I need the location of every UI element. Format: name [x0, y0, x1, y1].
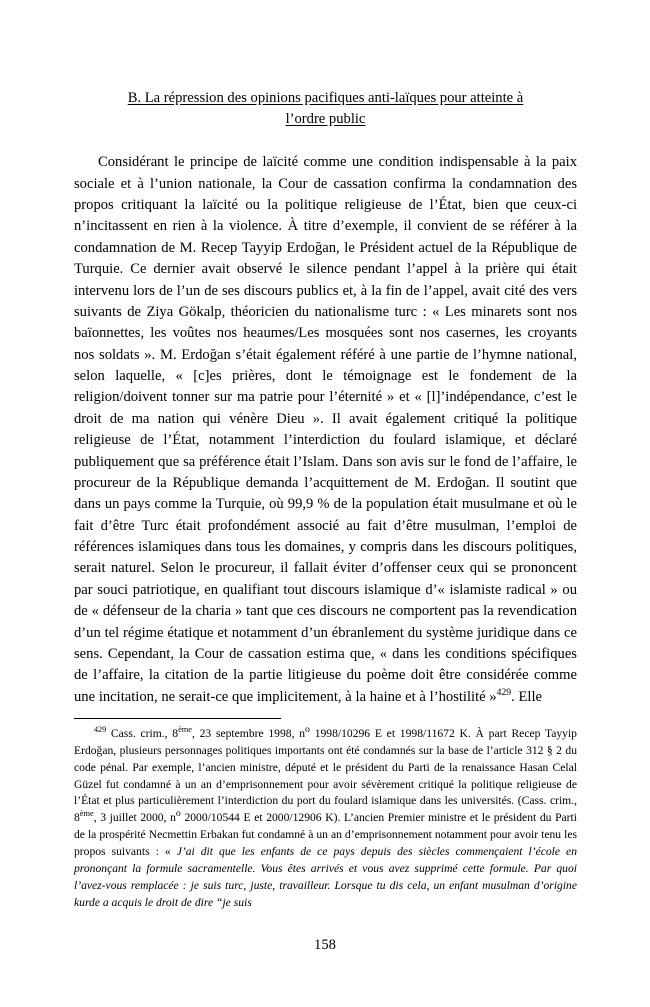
footnote-segment-2: , 23 septembre 1998, n [191, 727, 306, 740]
page-content [74, 0, 577, 708]
section-heading-line-2: l’ordre public [285, 111, 366, 128]
footnote-area [74, 718, 577, 911]
footnote-degree-2: o [175, 808, 181, 820]
footnote-segment-5: 2000/10544 E et 2000/12906 K). L’ancien Premier ministre et le président du Parti de la prospérité Necmettin Erbakan fut condamné à un an d’emprisonnement notamment pour avoir tenu les propos suivants : « [74, 811, 577, 859]
body-paragraph [74, 130, 577, 708]
footnote-segment-4: , 3 juillet 2000, n [93, 811, 176, 825]
footnote-superscript-2: ème [79, 809, 94, 819]
footnote-segment-3: 1998/10296 E et 1998/11672 K. À part Recep Tayyip Erdoğan, plusieurs personnages politiques importants ont été condamnés sur la base de l’article 312 § 2 du code pénal. Par exemple, l’ancien ministre, député et le président du Parti de la renaissance Hasan Celal Güzel fut condamné à un an d’emprisonnement pour avoir sévèrement critiqué la politique religieuse de l’État et plus particulièrement l’interdiction du port du foulard islamique dans les universités. (Cass. crim., 8 [74, 727, 577, 825]
footnote-italic-quote: J’ai dit que les enfants de ce pays depuis des siècles commençaient l’école en prononçant la formule sacramentelle. Vous êtes arrivés et vous avez supprimé cette formule. Par quoi l’avez-vous remplacée : je suis turc, juste, travailleur. Lorsque tu dis cela, un enfant musulman d’origine kurde a acquis le droit de dire “je suis [74, 845, 577, 909]
footnote-429 [74, 726, 577, 911]
footnote-degree-1: o [305, 724, 310, 736]
section-heading [74, 0, 577, 130]
footnote-separator-rule [74, 718, 281, 719]
section-heading-line-1: B. La répression des opinions pacifiques anti-laïques pour atteinte à [127, 90, 524, 106]
footnote-number: 429 [94, 725, 107, 735]
footnote-segment-1: Cass. crim., 8 [106, 727, 179, 740]
page-number: 158 [314, 937, 336, 953]
footnote-reference-429[interactable]: 429 [496, 686, 512, 698]
footnote-superscript-1: ème [178, 725, 192, 735]
body-text-part-1: Considérant le principe de laïcité comme une condition indispensable à la paix sociale et à l’union nationale, la Cour de cassation confirma la condamnation des propos critiquant la laïcité ou la politique religieuse de l’État, bien que ceux-ci n’incitassent en rien à la violence. À titre d’exemple, il convient de se référer à la condamnation de M. Recep Tayyip Erdoğan, le Président actuel de la République de Turquie. Ce dernier avait observé le silence pendant l’appel à la prière qui était intervenu lors de l’un de ses discours publics et, à la fin de l’appel, avait cité des vers suivants de Ziya Gökalp, théoricien du nationalisme turc : « Les minarets sont nos baïonnettes, les voûtes nos heaumes/Les mosquées sont nos casernes, les croyants nos soldats ». M. Erdoğan s’était également référé à une partie de l’hymne national, selon laquelle, « [c]es prières, dont le témoignage est le fondement de la religion/doivent tonner sur ma patrie pour l’éternité » et « [l]’indépendance, c’est le droit de ma nation qui vénère Dieu ». Il avait également critiqué la politique religieuse de l’État, notamment l’interdiction du foulard islamique, et déclaré publiquement que sa préférence était l’Islam. Dans son avis sur le fond de l’affaire, le procureur de la République demanda l’acquittement de M. Erdoğan. Il soutint que dans un pays comme la Turquie, où 99,9 % de la population était musulmane et où le fait d’être Turc était profondément associé au fait d’être musulman, l’emploi de références islamiques dans tous les domaines, y compris dans les discours politiques, serait naturel. Selon le procureur, il fallait éviter d’offenser ceux qui se prononcent par souci patriotique, en qualifiant tout discours islamique d’« islamiste radical » ou de « défenseur de la charia » tant que ces discours ne comportent pas la revendication d’un tel régime étatique et notamment d’un ébranlement du système juridique dans ce sens. Cependant, la Cour de cassation estima que, « dans les conditions spécifiques de l’affaire, la citation de la partie litigieuse du poème doit être considérée comme une incitation, ne serait-ce que implicitement, à la haine et à l’hostilité » [74, 154, 577, 705]
body-text-part-2: . Elle [511, 688, 542, 705]
